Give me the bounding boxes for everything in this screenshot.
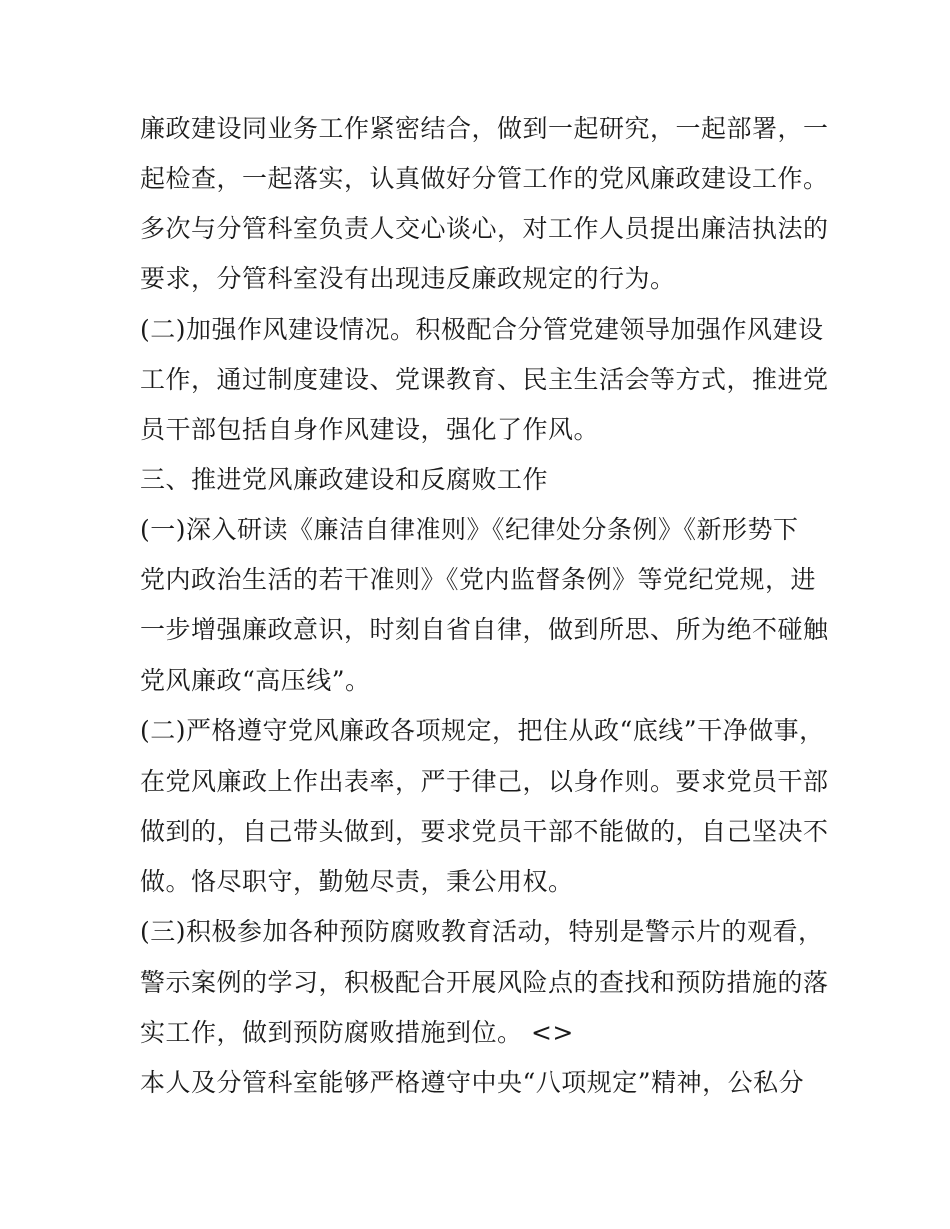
subsection-3: (三)积极参加各种预防腐败教育活动，特别是警示片的观看，: [140, 917, 824, 946]
text-line: 本人及分管科室能够严格遵守中央“八项规定”精神，公私分: [140, 1068, 805, 1097]
text-line: 警示案例的学习，积极配合开展风险点的查找和预防措施的落: [140, 968, 829, 997]
text-line: 起检查，一起落实，认真做好分管工作的党风廉政建设工作。: [140, 164, 829, 193]
section-heading-3: 三、推进党风廉政建设和反腐败工作: [140, 465, 549, 494]
section-heading-2: (二)加强作风建设情况。积极配合分管党建领导加强作风建设: [140, 315, 824, 344]
subsection-2: (二)严格遵守党风廉政各项规定，把住从政“底线”干净做事，: [140, 716, 825, 745]
subsection-1: (一)深入研读《廉洁自律准则》《纪律处分条例》《新形势下: [140, 515, 799, 544]
text-line: 廉政建设同业务工作紧密结合，做到一起研究，一起部署，一: [140, 114, 829, 143]
text-line: 实工作，做到预防腐败措施到位。 <>: [140, 1018, 574, 1047]
text-line: 党风廉政“高压线”。: [140, 666, 371, 695]
text-line: 多次与分管科室负责人交心谈心，对工作人员提出廉洁执法的: [140, 214, 829, 243]
text-line: 要求，分管科室没有出现违反廉政规定的行为。: [140, 264, 676, 293]
text-line: 员干部包括自身作风建设，强化了作风。: [140, 415, 600, 444]
text-line: 在党风廉政上作出表率，严于律己，以身作则。要求党员干部: [140, 767, 829, 796]
text-line: 做。恪尽职守，勤勉尽责，秉公用权。: [140, 867, 574, 896]
text-line: 党内政治生活的若干准则》《党内监督条例》等党纪党规，进: [140, 565, 817, 594]
text-line: 一步增强廉政意识，时刻自省自律，做到所思、所为绝不碰触: [140, 615, 829, 644]
text-line: 工作，通过制度建设、党课教育、民主生活会等方式，推进党: [140, 365, 829, 394]
text-line: 做到的，自己带头做到，要求党员干部不能做的，自己坚决不: [140, 817, 829, 846]
